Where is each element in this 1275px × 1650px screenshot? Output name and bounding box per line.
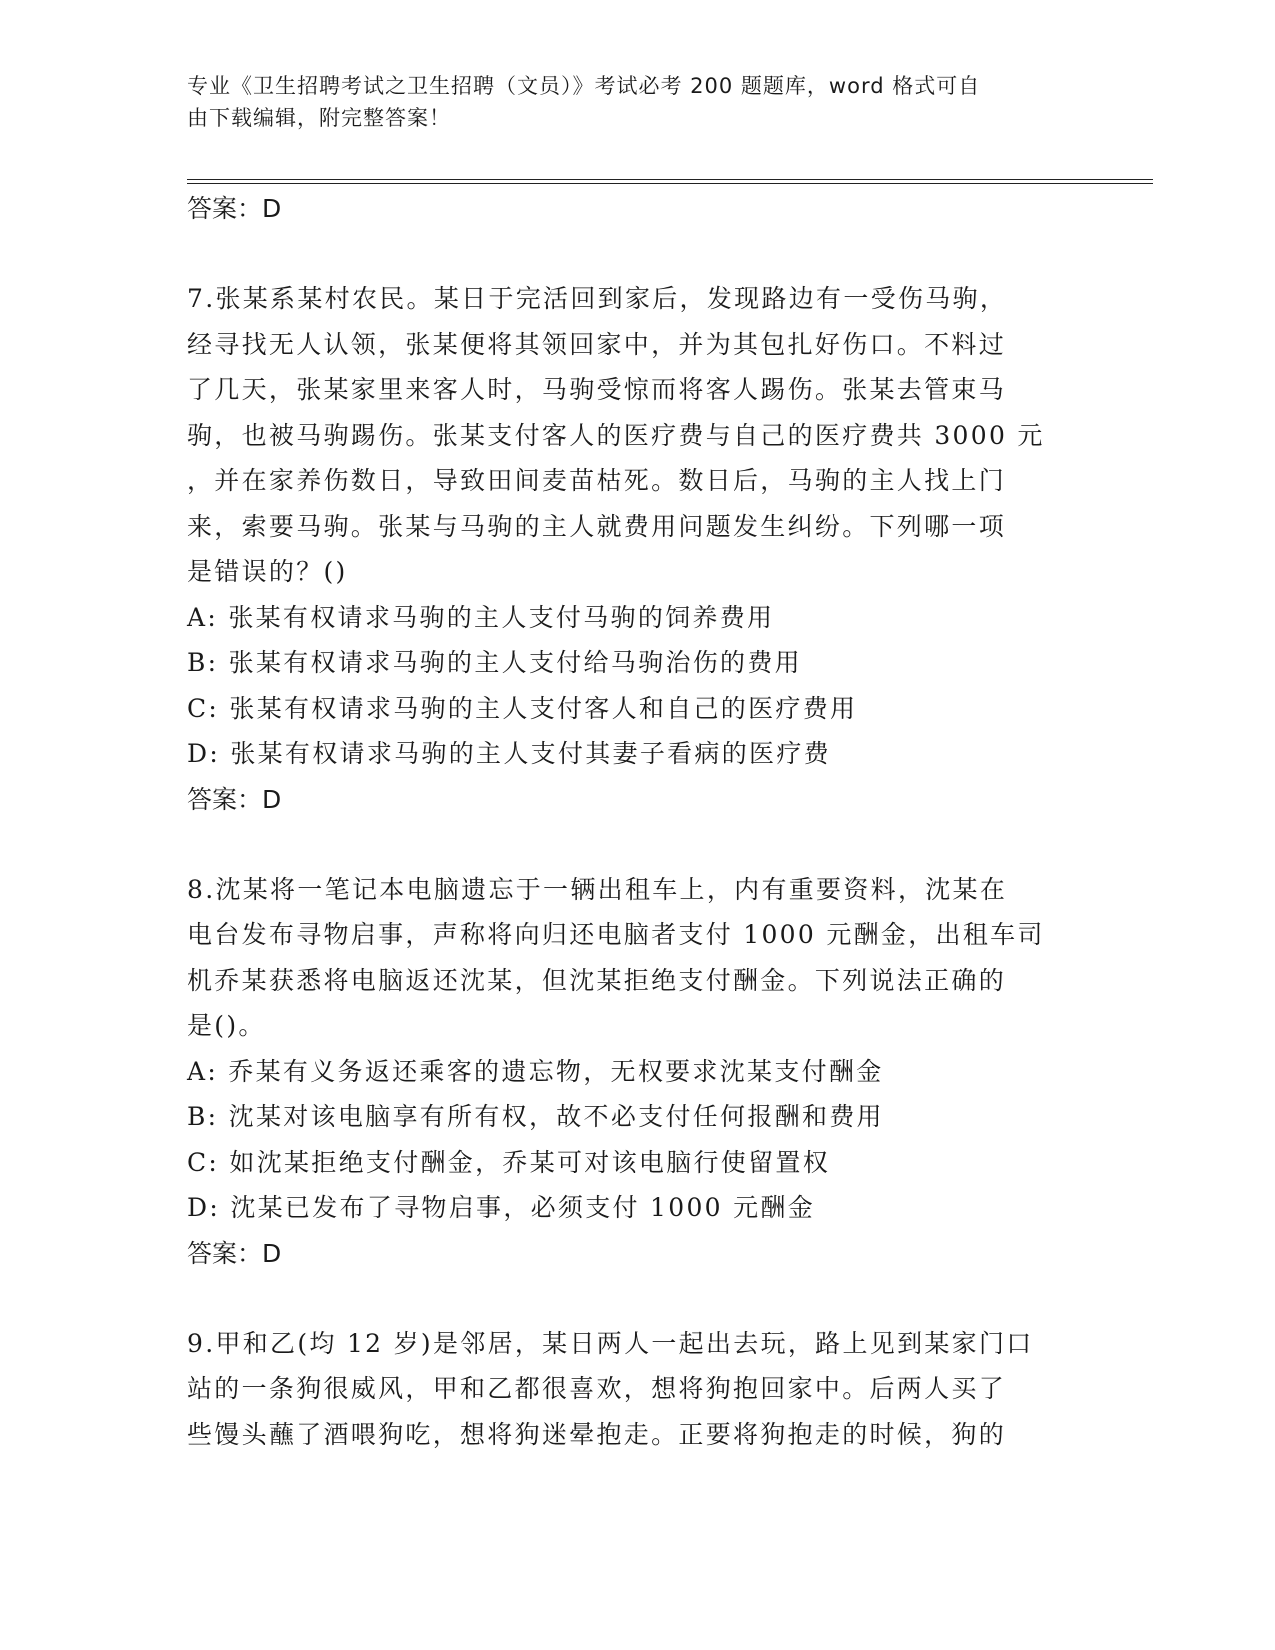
header-line-2: 由下载编辑，附完整答案！ [187,106,451,130]
document-header [187,70,1067,134]
spacer [187,823,1087,867]
question-line: 了几天，张某家里来客人时，马驹受惊而将客人踢伤。张某去管束马 [187,375,1007,404]
header-divider-thin [187,179,1153,180]
question-line: 8.沈某将一笔记本电脑遗忘于一辆出租车上，内有重要资料，沈某在 [187,874,1008,904]
header-divider-thick [187,183,1153,184]
document-body [187,186,1087,1457]
question-line: ，并在家养伤数日，导致田间麦苗枯死。数日后，马驹的主人找上门 [187,466,1007,495]
question-line: 来，索要马驹。张某与马驹的主人就费用问题发生纠纷。下列哪一项 [187,511,1007,541]
question-line: 些馒头蘸了酒喂狗吃，想将狗迷晕抱走。正要将狗抱走的时候，狗的 [187,1419,1007,1449]
option-c: C: 张某有权请求马驹的主人支付客人和自己的医疗费用 [187,693,858,723]
question-line: 经寻找无人认领，张某便将其领回家中，并为其包扎好伤口。不料过 [187,329,1007,359]
question-8 [187,867,1087,1231]
question-line: 9.甲和乙(均 12 岁)是邻居，某日两人一起出去玩，路上见到某家门口 [187,1328,1034,1358]
question-line: 是错误的？() [187,557,348,586]
answer-q8: 答案：D [187,1238,282,1268]
option-b: B: 张某有权请求马驹的主人支付给马驹治伤的费用 [187,648,802,677]
question-line: 驹，也被马驹踢伤。张某支付客人的医疗费与自己的医疗费共 3000 元 [187,420,1045,450]
question-line: 站的一条狗很威风，甲和乙都很喜欢，想将狗抱回家中。后两人买了 [187,1374,1007,1403]
answer-q7: 答案：D [187,784,282,814]
question-text [187,276,1087,595]
header-line-1: 专业《卫生招聘考试之卫生招聘（文员）》考试必考 200 题题库，word 格式可自 [187,74,981,98]
question-text [187,867,1087,1049]
question-line: 电台发布寻物启事，声称将向归还电脑者支付 1000 元酬金，出租车司 [187,920,1045,949]
question-line: 是()。 [187,1011,266,1040]
spacer [187,1277,1087,1321]
question-text [187,1321,1087,1458]
option-a: A: 乔某有义务返还乘客的遗忘物，无权要求沈某支付酬金 [187,1056,884,1086]
option-b: B: 沈某对该电脑享有所有权，故不必支付任何报酬和费用 [187,1102,884,1131]
answer-q6: 答案：D [187,194,282,223]
question-9 [187,1321,1087,1458]
option-d: D: 沈某已发布了寻物启事，必须支付 1000 元酬金 [187,1193,816,1222]
spacer [187,232,1087,276]
question-line: 7.张某系某村农民。某日于完活回到家后，发现路边有一受伤马驹， [187,284,1008,313]
option-c: C: 如沈某拒绝支付酬金，乔某可对该电脑行使留置权 [187,1147,830,1177]
question-7 [187,276,1087,777]
question-line: 机乔某获悉将电脑返还沈某，但沈某拒绝支付酬金。下列说法正确的 [187,965,1007,995]
option-d: D: 张某有权请求马驹的主人支付其妻子看病的医疗费 [187,739,831,768]
option-a: A: 张某有权请求马驹的主人支付马驹的饲养费用 [187,602,775,632]
